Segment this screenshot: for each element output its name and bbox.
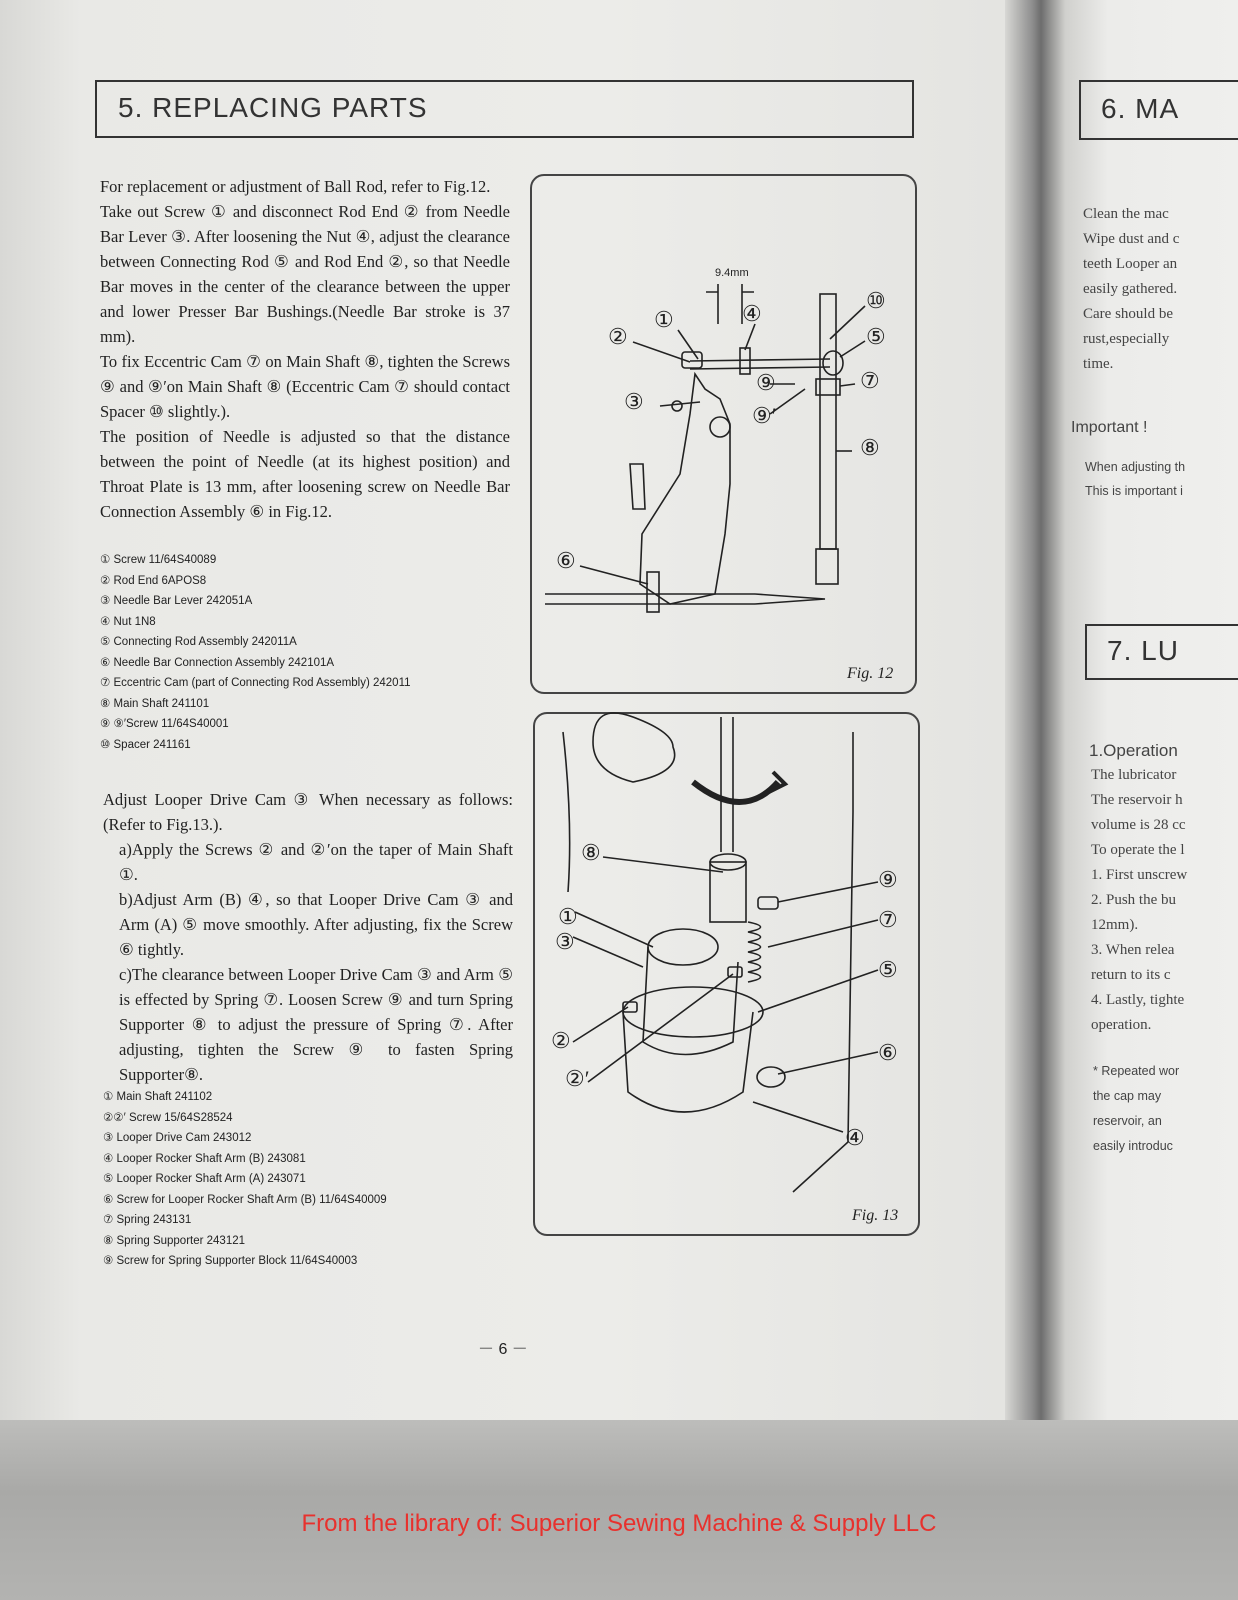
parts-list-item: ②②′ Screw 15/64S28524 xyxy=(103,1111,233,1124)
parts-list-item: ⑥ Needle Bar Connection Assembly 242101A xyxy=(100,656,335,669)
right-page-line: Wipe dust and c xyxy=(1083,231,1180,247)
parts-list-item: ⑨ ⑨′Screw 11/64S40001 xyxy=(100,718,229,730)
figure-callout: ⑥ xyxy=(878,1040,898,1065)
figure-callout: ⑤ xyxy=(866,324,886,349)
instruction-step: a)Apply the Screws ② and ②′on the taper of Main Shaft ①. xyxy=(119,840,513,884)
instructions-fig13 xyxy=(103,787,513,1087)
figure-callout: ⑤ xyxy=(878,957,898,982)
figure-callout: ⑧ xyxy=(581,840,601,865)
important-label: Important ! xyxy=(1071,419,1148,436)
figure-callout: ④ xyxy=(845,1125,865,1150)
instruction-step: c)The clearance between Looper Drive Cam ③ and Arm ⑤ is effected by Spring ⑦. Loosen Screw ⑨ and turn Spring Supporter ⑧ to adjust the pressure of Spring ⑦. After adjusting, tighten the Screw ⑨ to fasten Spring Supporter⑧. xyxy=(119,965,513,1084)
book-gutter xyxy=(1005,0,1065,1600)
right-page-line: * Repeated wor xyxy=(1093,1064,1180,1078)
section-6-title: 6. MA xyxy=(1101,93,1180,124)
figure-callout: ⑧ xyxy=(860,435,880,460)
right-page-line: Clean the mac xyxy=(1083,206,1169,222)
parts-list-fig13 xyxy=(103,1087,387,1272)
right-page-line: This is important i xyxy=(1085,484,1183,498)
instruction-paragraph: To fix Eccentric Cam ⑦ on Main Shaft ⑧, tighten the Screws ⑨ and ⑨′on Main Shaft ⑧ (Eccentric Cam ⑦ should contact Spacer ⑩ slightly.). xyxy=(100,352,510,421)
parts-list-item: ① Screw 11/64S40089 xyxy=(100,554,217,566)
right-page-line: time. xyxy=(1083,356,1114,372)
figure-callout: ⑩ xyxy=(866,288,886,313)
parts-list-fig12 xyxy=(100,550,411,755)
instruction-step: b)Adjust Arm (B) ④, so that Looper Drive Cam ③ and Arm (A) ⑤ move smoothly. After adjusting, fix the Screw ⑥ tightly. xyxy=(119,890,513,959)
parts-list-item: ③ Looper Drive Cam 243012 xyxy=(103,1132,252,1144)
parts-list-item: ⑧ Main Shaft 241101 xyxy=(100,697,210,710)
parts-list-item: ⑦ Eccentric Cam (part of Connecting Rod Assembly) 242011 xyxy=(100,677,411,689)
right-page-line: return to its c xyxy=(1091,967,1171,983)
right-page-line: rust,especially xyxy=(1083,331,1170,347)
instruction-paragraph: Take out Screw ① and disconnect Rod End ② from Needle Bar Lever ③. After loosening the Nut ④, adjust the clearance between Connecting Rod ⑤ and Rod End ②, so that Needle Bar moves in the center of the clearance between the upper and lower Presser Bar Bushings.(Needle Bar stroke is 37 mm). xyxy=(100,202,510,346)
right-page-line: 4. Lastly, tighte xyxy=(1091,992,1185,1008)
section-7-title: 7. LU xyxy=(1107,635,1179,666)
figure-callout: ⑦ xyxy=(860,368,880,393)
figure-callout: ③ xyxy=(555,929,575,954)
library-footer: From the library of: Superior Sewing Machine & Supply LLC xyxy=(301,1510,937,1537)
figure-callout: ④ xyxy=(742,301,762,326)
parts-list-item: ⑨ Screw for Spring Supporter Block 11/64S40003 xyxy=(103,1255,358,1267)
right-page-line: the cap may xyxy=(1093,1089,1162,1103)
instruction-paragraph: The position of Needle is adjusted so that the distance between the point of Needle (at its highest position) and Throat Plate is 13 mm, after loosening screw on Needle Bar Connection Assembly ⑥ in Fig.12. xyxy=(100,427,510,521)
parts-list-item: ⑦ Spring 243131 xyxy=(103,1214,192,1226)
right-page-line: easily gathered. xyxy=(1083,281,1178,297)
figure-callout: ② xyxy=(608,324,628,349)
right-page-line: 1. First unscrew xyxy=(1091,867,1188,883)
section-5-title: 5. REPLACING PARTS xyxy=(118,92,428,123)
figure-callout: ⑨ xyxy=(878,867,898,892)
figure-callout: ②′ xyxy=(565,1066,590,1091)
figure-callout: ⑦ xyxy=(878,907,898,932)
right-page-line: operation. xyxy=(1091,1017,1152,1033)
right-page-line: reservoir, an xyxy=(1093,1114,1162,1128)
parts-list-item: ④ Looper Rocker Shaft Arm (B) 243081 xyxy=(103,1152,306,1165)
right-page-line: When adjusting th xyxy=(1085,460,1186,474)
parts-list-item: ⑤ Connecting Rod Assembly 242011A xyxy=(100,636,297,648)
parts-list-item: ⑥ Screw for Looper Rocker Shaft Arm (B) 11/64S40009 xyxy=(103,1193,387,1206)
parts-list-item: ⑤ Looper Rocker Shaft Arm (A) 243071 xyxy=(103,1173,306,1185)
figure-callout: ⑨′ xyxy=(752,403,777,428)
figure-callout: ⑨ xyxy=(756,370,776,395)
right-page-line: 2. Push the bu xyxy=(1091,892,1177,908)
fig-12-caption: Fig. 12 xyxy=(847,665,894,682)
instruction-paragraph: For replacement or adjustment of Ball Rod, refer to Fig.12. xyxy=(100,177,491,196)
parts-list-item: ② Rod End 6APOS8 xyxy=(100,574,207,587)
figure-callout: ② xyxy=(551,1028,571,1053)
right-page-line: teeth Looper an xyxy=(1083,256,1178,272)
parts-list-item: ⑩ Spacer 241161 xyxy=(100,738,191,751)
right-page-line: The reservoir h xyxy=(1091,792,1183,808)
instructions-fig12 xyxy=(100,174,510,524)
right-page-line: easily introduc xyxy=(1093,1139,1173,1153)
parts-list-item: ③ Needle Bar Lever 242051A xyxy=(100,595,253,607)
parts-list-item: ⑧ Spring Supporter 243121 xyxy=(103,1234,246,1247)
fig-13-drawing xyxy=(533,712,918,1234)
parts-list-item: ④ Nut 1N8 xyxy=(100,615,156,628)
parts-list-item: ① Main Shaft 241102 xyxy=(103,1091,213,1103)
right-page-line: The lubricator xyxy=(1091,767,1177,783)
figure-callout: ③ xyxy=(624,389,644,414)
operation-heading: 1.Operation xyxy=(1089,741,1178,760)
right-page-line: 12mm). xyxy=(1091,917,1139,933)
fig-12-dimension: 9.4mm xyxy=(715,267,749,279)
figure-callout: ① xyxy=(558,904,578,929)
figure-callout: ① xyxy=(654,307,674,332)
fig-13-caption: Fig. 13 xyxy=(852,1207,899,1224)
fig-12-drawing xyxy=(530,174,915,692)
right-page-line: Care should be xyxy=(1083,306,1173,322)
right-page-line: volume is 28 cc xyxy=(1091,817,1186,833)
instructions-fig13-steps xyxy=(103,837,513,1087)
right-page-line: 3. When relea xyxy=(1091,942,1175,958)
page-number: － 6 － xyxy=(478,1341,528,1358)
figure-callout: ⑥ xyxy=(556,548,576,573)
right-page-line: To operate the l xyxy=(1091,842,1185,858)
instructions-fig13-intro: Adjust Looper Drive Cam ③ When necessary as follows:(Refer to Fig.13.). xyxy=(103,790,513,834)
right-page xyxy=(1065,0,1238,1600)
